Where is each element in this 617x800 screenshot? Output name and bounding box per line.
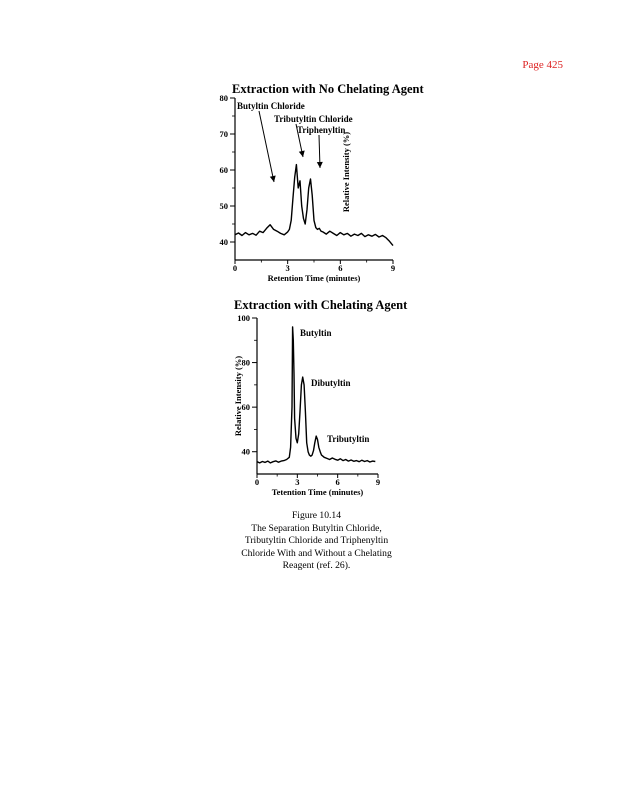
chart-1-x-tick-label: 3: [285, 263, 290, 273]
caption-line: Tributyltin Chloride and Triphenyltin: [244, 535, 389, 547]
caption-line: Chloride With and Without a Chelating: [241, 547, 392, 559]
chart-2-y-tick-label: 80: [241, 357, 250, 368]
chart-2-x-tick-label: 3: [295, 477, 300, 487]
chart-1-y-tick-label: 80: [219, 93, 228, 103]
caption-line: The Separation Butyltin Chloride,: [251, 522, 382, 534]
chart-2-peak-label: Butyltin: [300, 328, 332, 338]
chart-1-peak-arrowhead: [270, 176, 276, 182]
chart-1-y-axis-label: Relative Intensity (%): [341, 131, 351, 213]
chart-1-series-line: [235, 165, 393, 246]
figure-caption: [209, 510, 424, 573]
chart-1-y-tick-label: 50: [219, 201, 228, 211]
chart-1-peak-label: Triphenyltin: [297, 125, 346, 135]
chart-1-peak-label: Butyltin Chloride: [237, 101, 305, 111]
chart-1-peak-arrowhead: [299, 151, 305, 157]
caption-line: Figure 10.14: [291, 510, 342, 521]
chart-2-peak-label: Dibutyltin: [311, 378, 351, 388]
chart-2-x-tick-label: 6: [335, 477, 340, 487]
chart-2-y-tick-label: 60: [241, 402, 250, 413]
chart-2-x-axis-label: Tetention Time (minutes): [271, 487, 364, 497]
chart-1-peak-arrowhead: [317, 162, 323, 168]
chart-2-peak-label: Tributyltin: [327, 434, 370, 444]
page-number: Page 425: [522, 59, 563, 71]
chart-1-x-tick-label: 6: [338, 263, 343, 273]
chart-1-peak-arrow: [259, 111, 274, 182]
chart-1-x-tick-label: 9: [390, 263, 396, 273]
chart-2-y-tick-label: 40: [241, 446, 250, 457]
chart-2-y-axis-label: Relative Intensity (%): [233, 355, 243, 437]
chart-1-y-tick-label: 40: [219, 237, 228, 247]
chart-2-y-tick-label: 100: [237, 313, 250, 323]
chart-1-y-tick-label: 70: [219, 129, 228, 139]
chart-2-x-tick-label: 0: [254, 477, 260, 487]
chart-1-peak-label: Tributyltin Chloride: [274, 114, 353, 124]
chart-1-y-tick-label: 60: [219, 165, 228, 175]
chart-2-x-tick-label: 9: [375, 477, 381, 487]
chart-1-title: Extraction with No Chelating Agent: [232, 82, 424, 96]
chart-2-title: Extraction with Chelating Agent: [234, 298, 408, 312]
chart-1-x-tick-label: 0: [232, 263, 238, 273]
chart-1-x-axis-label: Retention Time (minutes): [267, 273, 361, 283]
caption-line: Reagent (ref. 26).: [282, 560, 351, 572]
